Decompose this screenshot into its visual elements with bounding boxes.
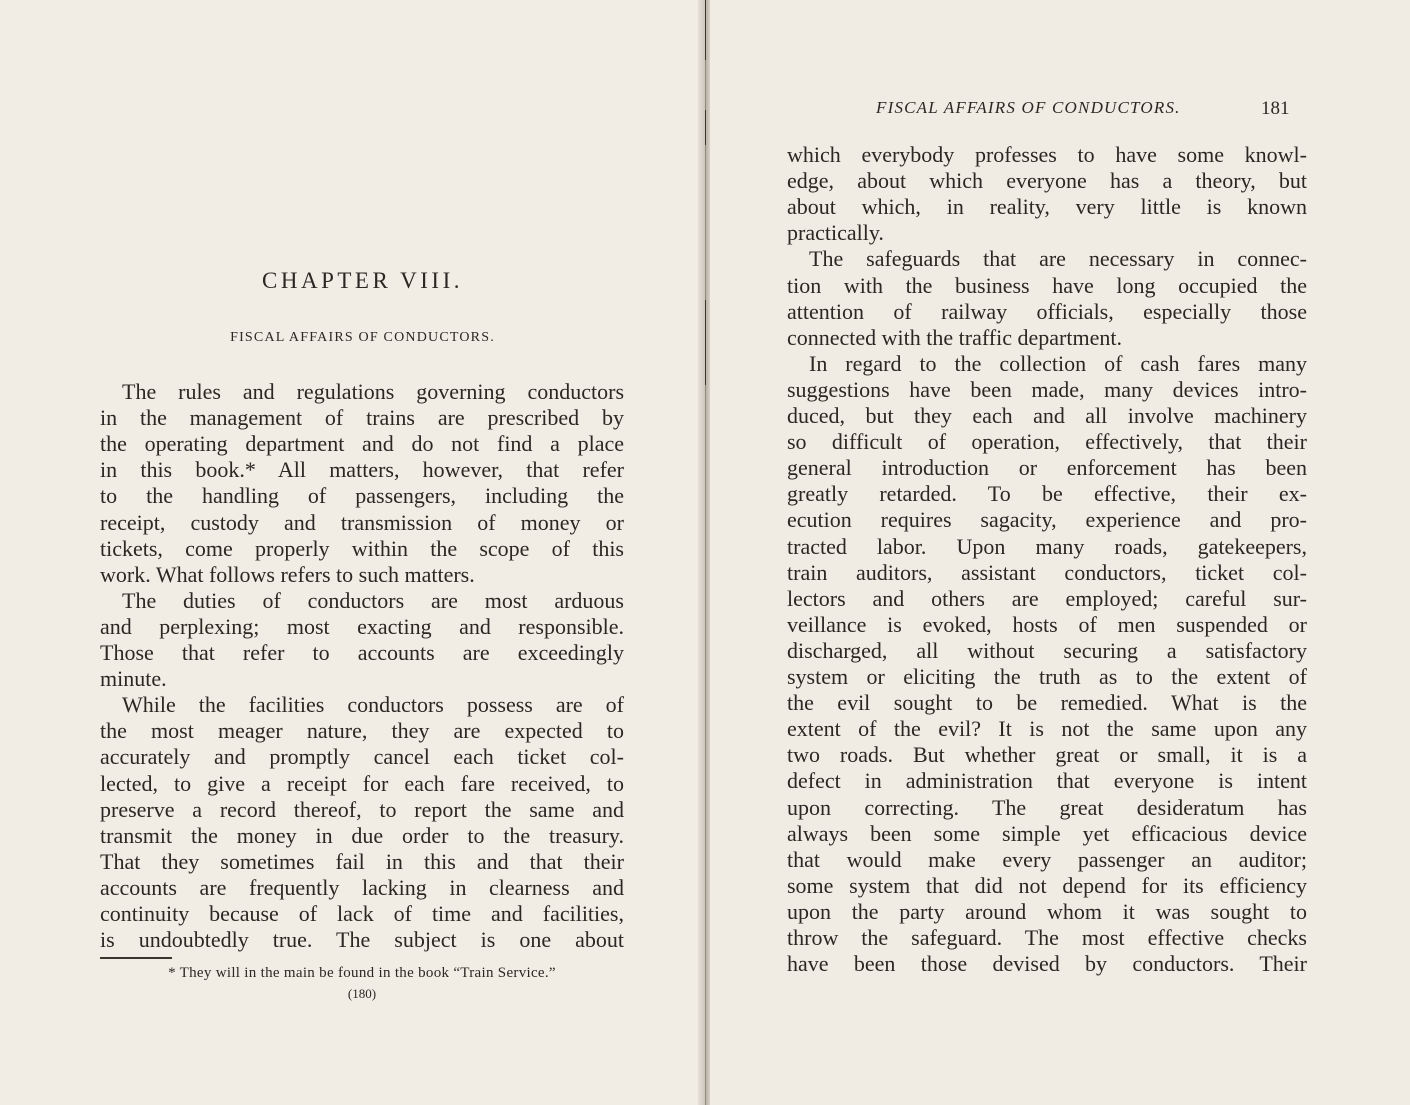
text-line: connected with the traffic department. <box>787 324 1122 350</box>
text-line: tracted labor. Upon many roads, gatekeepers, <box>787 533 1307 559</box>
running-head: FISCAL AFFAIRS OF CONDUCTORS. <box>876 98 1181 117</box>
text-line: that would make every passenger an auditor; <box>787 846 1307 872</box>
page-number: 181 <box>1261 98 1290 119</box>
text-line: tion with the business have long occupied the <box>787 272 1307 298</box>
text-line: Those that refer to accounts are exceedingly <box>100 640 624 665</box>
text-line: transmit the money in due order to the treasury. <box>100 822 624 848</box>
text-line: in the management of trains are prescribed by <box>100 405 624 431</box>
text-line: and perplexing; most exacting and responsible. <box>100 613 624 639</box>
gutter-line <box>705 0 706 1105</box>
text-line: preserve a record thereof, to report the same and <box>100 796 624 822</box>
text-line: two roads. But whether great or small, it is a <box>787 742 1307 768</box>
text-line: have been those devised by conductors. Their <box>787 951 1307 977</box>
text-line: minute. <box>100 666 167 692</box>
text-line: to the handling of passengers, including the <box>100 483 624 509</box>
chapter-title: CHAPTER VIII. <box>262 268 463 293</box>
gutter-mark <box>705 110 706 145</box>
text-line: so difficult of operation, effectively, that their <box>787 429 1307 455</box>
text-line: upon correcting. The great desideratum has <box>787 794 1307 820</box>
text-line: attention of railway officials, especially those <box>787 298 1307 324</box>
section-title: FISCAL AFFAIRS OF CONDUCTORS. <box>230 330 495 345</box>
text-line: in this book.* All matters, however, that refer <box>100 457 624 483</box>
text-line: the most meager nature, they are expected to <box>100 718 624 744</box>
text-line: The safeguards that are necessary in connec- <box>809 246 1307 272</box>
text-line: upon the party around whom it was sought to <box>787 898 1307 924</box>
text-line: general introduction or enforcement has been <box>787 455 1307 481</box>
text-line: defect in administration that everyone is intent <box>787 768 1307 794</box>
text-line: always been some simple yet efficacious device <box>787 820 1307 846</box>
text-line: In regard to the collection of cash fares many <box>809 350 1307 376</box>
text-line: veillance is evoked, hosts of men suspended or <box>787 611 1307 637</box>
text-line: ecution requires sagacity, experience and pro- <box>787 507 1307 533</box>
text-line: throw the safeguard. The most effective checks <box>787 925 1307 950</box>
text-line: suggestions have been made, many devices intro- <box>787 376 1307 402</box>
gutter-mark <box>705 0 706 60</box>
text-line: The duties of conductors are most arduous <box>122 587 624 613</box>
footnote: * They will in the main be found in the book “Train Service.” <box>168 965 556 981</box>
footnote-rule <box>100 957 172 959</box>
text-line: continuity because of lack of time and facilities, <box>100 901 624 926</box>
text-line: receipt, custody and transmission of money or <box>100 509 624 535</box>
text-line: train auditors, assistant conductors, ticket col- <box>787 559 1307 585</box>
text-line: practically. <box>787 220 884 246</box>
gutter-mark <box>705 300 706 385</box>
text-line: discharged, all without securing a satisfactory <box>787 637 1307 663</box>
text-line: accounts are frequently lacking in clearness and <box>100 874 624 900</box>
text-line: The rules and regulations governing conductors <box>122 379 624 404</box>
text-line: some system that did not depend for its efficiency <box>787 872 1307 898</box>
text-line: work. What follows refers to such matters. <box>100 561 475 587</box>
text-line: lectors and others are employed; careful sur- <box>787 585 1307 611</box>
text-line: the operating department and do not find a place <box>100 431 624 457</box>
text-line: While the facilities conductors possess are of <box>122 692 624 718</box>
text-line: lected, to give a receipt for each fare received, to <box>100 770 624 796</box>
text-line: greatly retarded. To be effective, their ex- <box>787 481 1307 507</box>
text-line: about which, in reality, very little is known <box>787 194 1307 220</box>
text-line: accurately and promptly cancel each ticket col- <box>100 744 624 770</box>
text-line: edge, about which everyone has a theory, but <box>787 168 1307 194</box>
text-line: extent of the evil? It is not the same upon any <box>787 716 1307 742</box>
text-line: tickets, come properly within the scope of this <box>100 535 624 561</box>
text-line: That they sometimes fail in this and that their <box>100 848 624 874</box>
text-line: which everybody professes to have some knowl- <box>787 142 1307 167</box>
left-page <box>0 0 703 1105</box>
page-folio-180: (180) <box>347 986 377 1001</box>
text-line: the evil sought to be remedied. What is the <box>787 690 1307 716</box>
text-line: duced, but they each and all involve machinery <box>787 403 1307 428</box>
text-line: system or eliciting the truth as to the extent of <box>787 664 1307 689</box>
text-line: is undoubtedly true. The subject is one about <box>100 927 624 953</box>
